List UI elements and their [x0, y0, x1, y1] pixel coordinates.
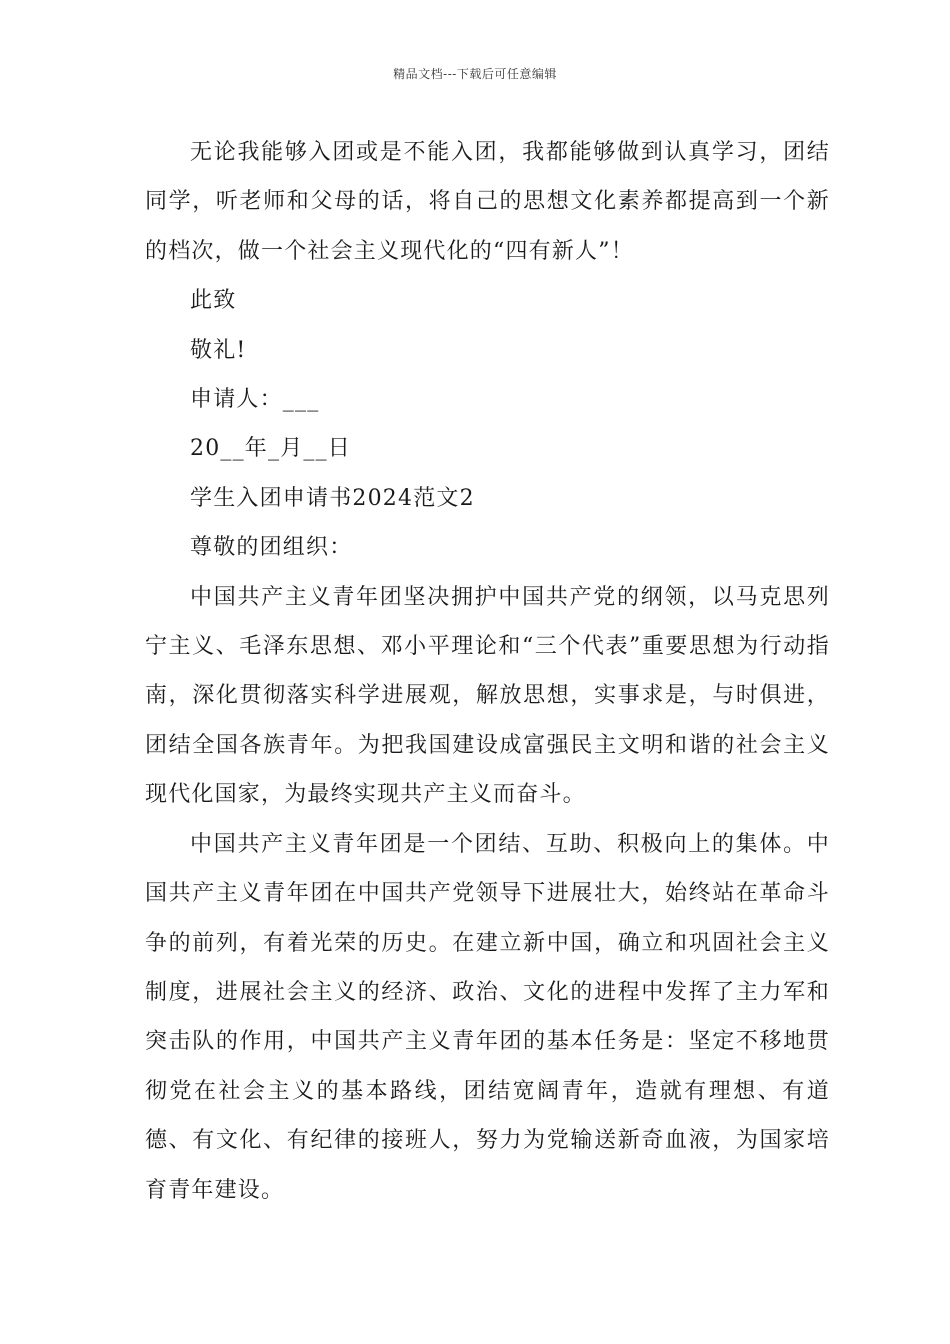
paragraph-league-principles: 中国共产主义青年团坚决拥护中国共产党的纲领，以马克思列宁主义、毛泽东思想、邓小平理论和“三个代表”重要思想为行动指南，深化贯彻落实科学进展观，解放思想，实事求是，与时俱进，团结全国各族青年。为把我国建设成富强民主文明和谐的社会主义现代化国家，为最终实现共产主义而奋斗。 — [145, 584, 830, 808]
closing-respect: 敬礼! — [190, 337, 247, 363]
paragraph-pledge: 无论我能够入团或是不能入团，我都能够做到认真学习，团结同学，听老师和父母的话，将自己的思想文化素养都提高到一个新的档次，做一个社会主义现代化的“四有新人”！ — [145, 140, 830, 264]
closing-salutation: 此致 — [190, 288, 237, 314]
paragraph-league-history: 中国共产主义青年团是一个团结、互助、积极向上的集体。中国共产主义青年团在中国共产党领导下进展壮大，始终站在革命斗争的前列，有着光荣的历史。在建立新中国，确立和巩固社会主义制度，进展社会主义的经济、政治、文化的进程中发挥了主力军和突击队的作用，中国共产主义青年团的基本任务是：坚定不移地贯彻党在社会主义的基本路线，团结宽阔青年，造就有理想、有道德、有文化、有纪律的接班人，努力为党输送新奇血液，为国家培育青年建设。 — [145, 831, 830, 1203]
applicant-line: 申请人：___ — [190, 387, 320, 413]
letter-greeting: 尊敬的团组织： — [190, 535, 353, 561]
page-header: 精品文档---下载后可任意编辑 — [393, 67, 557, 81]
date-line: 20__年_月__日 — [190, 436, 351, 462]
section-title: 学生入团申请书2024范文2 — [190, 485, 475, 511]
document-body — [145, 128, 830, 1215]
